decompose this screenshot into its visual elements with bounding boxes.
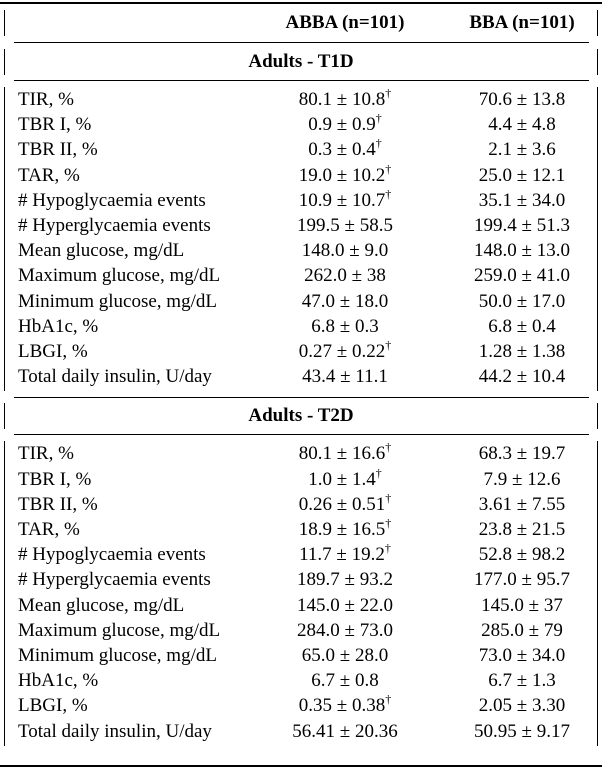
- abba-mean-sd: 199.5 ± 58.5: [297, 215, 393, 236]
- abba-value: [260, 238, 430, 263]
- abba-value: [260, 668, 430, 693]
- row-label: # Hyperglycaemia events: [18, 569, 211, 591]
- abba-value: [260, 593, 430, 618]
- abba-mean-sd: 47.0 ± 18.0: [301, 290, 389, 312]
- abba-value: [260, 693, 430, 718]
- table-row: [0, 87, 602, 112]
- bba-value: 73.0 ± 34.0: [478, 645, 566, 666]
- row-label: Total daily insulin, U/day: [18, 366, 212, 388]
- abba-mean-sd: 0.9 ± 0.9: [308, 114, 376, 136]
- abba-value: [260, 467, 430, 492]
- table-row: [0, 137, 602, 162]
- abba-mean-sd: 262.0 ± 38: [304, 265, 386, 287]
- table-row: [0, 693, 602, 718]
- table-row: [0, 163, 602, 188]
- bba-value: 68.3 ± 19.7: [478, 443, 566, 465]
- significance-mark: †: [375, 111, 382, 126]
- bba-value: 50.0 ± 17.0: [478, 290, 566, 312]
- row-label: TIR, %: [18, 443, 74, 465]
- abba-mean-sd: 145.0 ± 22.0: [297, 594, 393, 616]
- significance-mark: †: [375, 136, 382, 151]
- abba-value: [260, 567, 430, 592]
- abba-value: [260, 112, 430, 137]
- bba-value: 23.8 ± 21.5: [478, 519, 566, 540]
- abba-mean-sd: 0.35 ± 0.38: [298, 695, 386, 717]
- abba-value: [260, 441, 430, 466]
- bba-value: 70.6 ± 13.8: [478, 89, 566, 110]
- abba-mean-sd: 1.0 ± 1.4: [308, 468, 376, 490]
- abba-value: [260, 163, 430, 188]
- bba-value: 1.28 ± 1.38: [478, 341, 566, 362]
- bba-value: 199.4 ± 51.3: [474, 215, 570, 236]
- abba-value: [260, 492, 430, 517]
- bba-value: 177.0 ± 95.7: [474, 569, 570, 591]
- row-label: Maximum glucose, mg/dL: [18, 265, 221, 287]
- header-bba: BBA (n=101): [469, 12, 575, 33]
- table-row: [0, 492, 602, 517]
- significance-mark: †: [385, 186, 392, 201]
- abba-value: [260, 263, 430, 288]
- abba-value: [260, 314, 430, 339]
- abba-mean-sd: 18.9 ± 16.5: [298, 519, 386, 540]
- row-label: TBR I, %: [18, 114, 92, 136]
- abba-value: [260, 339, 430, 364]
- bba-value: 35.1 ± 34.0: [478, 189, 566, 211]
- significance-mark: †: [385, 86, 392, 100]
- bba-value: 3.61 ± 7.55: [478, 493, 566, 515]
- abba-value: [260, 289, 430, 314]
- abba-value: [260, 137, 430, 162]
- abba-mean-sd: 0.27 ± 0.22: [298, 341, 386, 362]
- row-label: TBR II, %: [18, 139, 98, 161]
- table-row: [0, 188, 602, 213]
- abba-mean-sd: 65.0 ± 28.0: [301, 645, 389, 666]
- bba-value: 25.0 ± 12.1: [478, 164, 566, 186]
- table-row: [0, 467, 602, 492]
- row-label: # Hyperglycaemia events: [18, 215, 211, 236]
- table-row: [0, 517, 602, 542]
- bba-value: 285.0 ± 79: [481, 619, 563, 641]
- significance-mark: †: [375, 465, 382, 480]
- row-label: LBGI, %: [18, 341, 88, 362]
- table-row: [0, 668, 602, 693]
- row-label: TAR, %: [18, 164, 80, 186]
- abba-mean-sd: 80.1 ± 10.8: [298, 89, 386, 110]
- row-label: Mean glucose, mg/dL: [18, 240, 185, 262]
- table-row: [0, 441, 602, 466]
- table-row: [0, 719, 602, 744]
- row-label: HbA1c, %: [18, 670, 99, 692]
- row-label: TBR I, %: [18, 468, 92, 490]
- table-row: [0, 263, 602, 288]
- bottom-rule: [0, 765, 602, 767]
- header-abba: ABBA (n=101): [285, 12, 405, 33]
- row-label: Mean glucose, mg/dL: [18, 594, 185, 616]
- table-row: [0, 618, 602, 643]
- significance-mark: †: [385, 692, 392, 707]
- bba-value: 2.05 ± 3.30: [478, 695, 566, 717]
- row-label: # Hypoglycaemia events: [18, 189, 206, 211]
- bba-value: 44.2 ± 10.4: [478, 366, 566, 388]
- abba-mean-sd: 19.0 ± 10.2: [298, 164, 386, 186]
- abba-value: [260, 618, 430, 643]
- significance-mark: †: [384, 541, 391, 556]
- section-rule: [14, 80, 589, 81]
- table-row: [0, 593, 602, 618]
- abba-mean-sd: 80.1 ± 16.6: [298, 443, 386, 465]
- abba-value: [260, 719, 430, 744]
- abba-mean-sd: 189.7 ± 93.2: [297, 569, 393, 591]
- table-row: [0, 289, 602, 314]
- abba-mean-sd: 0.26 ± 0.51: [298, 493, 386, 515]
- abba-mean-sd: 284.0 ± 73.0: [297, 619, 393, 641]
- abba-value: [260, 643, 430, 668]
- bba-value: 148.0 ± 13.0: [474, 240, 570, 262]
- table-row: [0, 339, 602, 364]
- bba-value: 6.7 ± 1.3: [488, 670, 556, 692]
- header-row: [0, 10, 602, 35]
- table-row: [0, 213, 602, 238]
- abba-mean-sd: 56.41 ± 20.36: [292, 720, 398, 742]
- abba-value: [260, 517, 430, 542]
- row-label: Maximum glucose, mg/dL: [18, 619, 221, 641]
- abba-mean-sd: 0.3 ± 0.4: [308, 139, 376, 161]
- section-title: Adults - T2D: [248, 405, 354, 427]
- bba-value: 2.1 ± 3.6: [488, 139, 556, 161]
- bba-value: 50.95 ± 9.17: [474, 720, 570, 742]
- abba-value: [260, 213, 430, 238]
- abba-mean-sd: 148.0 ± 9.0: [301, 240, 389, 262]
- header-rule: [14, 42, 589, 43]
- row-label: Total daily insulin, U/day: [18, 720, 212, 742]
- row-label: LBGI, %: [18, 695, 88, 717]
- abba-mean-sd: 11.7 ± 19.2: [299, 544, 385, 566]
- significance-mark: †: [385, 490, 392, 505]
- bba-value: 145.0 ± 37: [481, 594, 563, 616]
- bba-value: 4.4 ± 4.8: [488, 114, 556, 136]
- table-row: [0, 112, 602, 137]
- abba-mean-sd: 6.8 ± 0.3: [311, 315, 379, 337]
- abba-value: [260, 542, 430, 567]
- table-row: [0, 643, 602, 668]
- row-label: TIR, %: [18, 89, 74, 110]
- section-rule: [14, 434, 589, 435]
- significance-mark: †: [385, 516, 392, 530]
- table-row: [0, 542, 602, 567]
- bba-value: 259.0 ± 41.0: [474, 265, 570, 287]
- row-label: Minimum glucose, mg/dL: [18, 290, 217, 312]
- bba-value: 52.8 ± 98.2: [478, 544, 566, 566]
- bba-value: 7.9 ± 12.6: [483, 468, 561, 490]
- significance-mark: †: [385, 161, 392, 176]
- top-rule: [0, 2, 602, 4]
- row-label: Minimum glucose, mg/dL: [18, 645, 217, 666]
- table-row: [0, 238, 602, 263]
- section-title: Adults - T1D: [248, 51, 354, 72]
- significance-mark: †: [385, 338, 392, 352]
- abba-value: [260, 364, 430, 389]
- row-label: HbA1c, %: [18, 315, 99, 337]
- row-label: # Hypoglycaemia events: [18, 544, 206, 566]
- table-row: [0, 314, 602, 339]
- significance-mark: †: [385, 440, 392, 455]
- table-row: [0, 567, 602, 592]
- row-label: TBR II, %: [18, 493, 98, 515]
- row-label: TAR, %: [18, 519, 80, 540]
- section-rule: [14, 397, 589, 398]
- abba-mean-sd: 6.7 ± 0.8: [311, 670, 379, 692]
- abba-mean-sd: 43.4 ± 11.1: [302, 366, 388, 388]
- abba-mean-sd: 10.9 ± 10.7: [298, 189, 386, 211]
- abba-value: [260, 188, 430, 213]
- bba-value: 6.8 ± 0.4: [488, 315, 556, 337]
- abba-value: [260, 87, 430, 112]
- table-row: [0, 364, 602, 389]
